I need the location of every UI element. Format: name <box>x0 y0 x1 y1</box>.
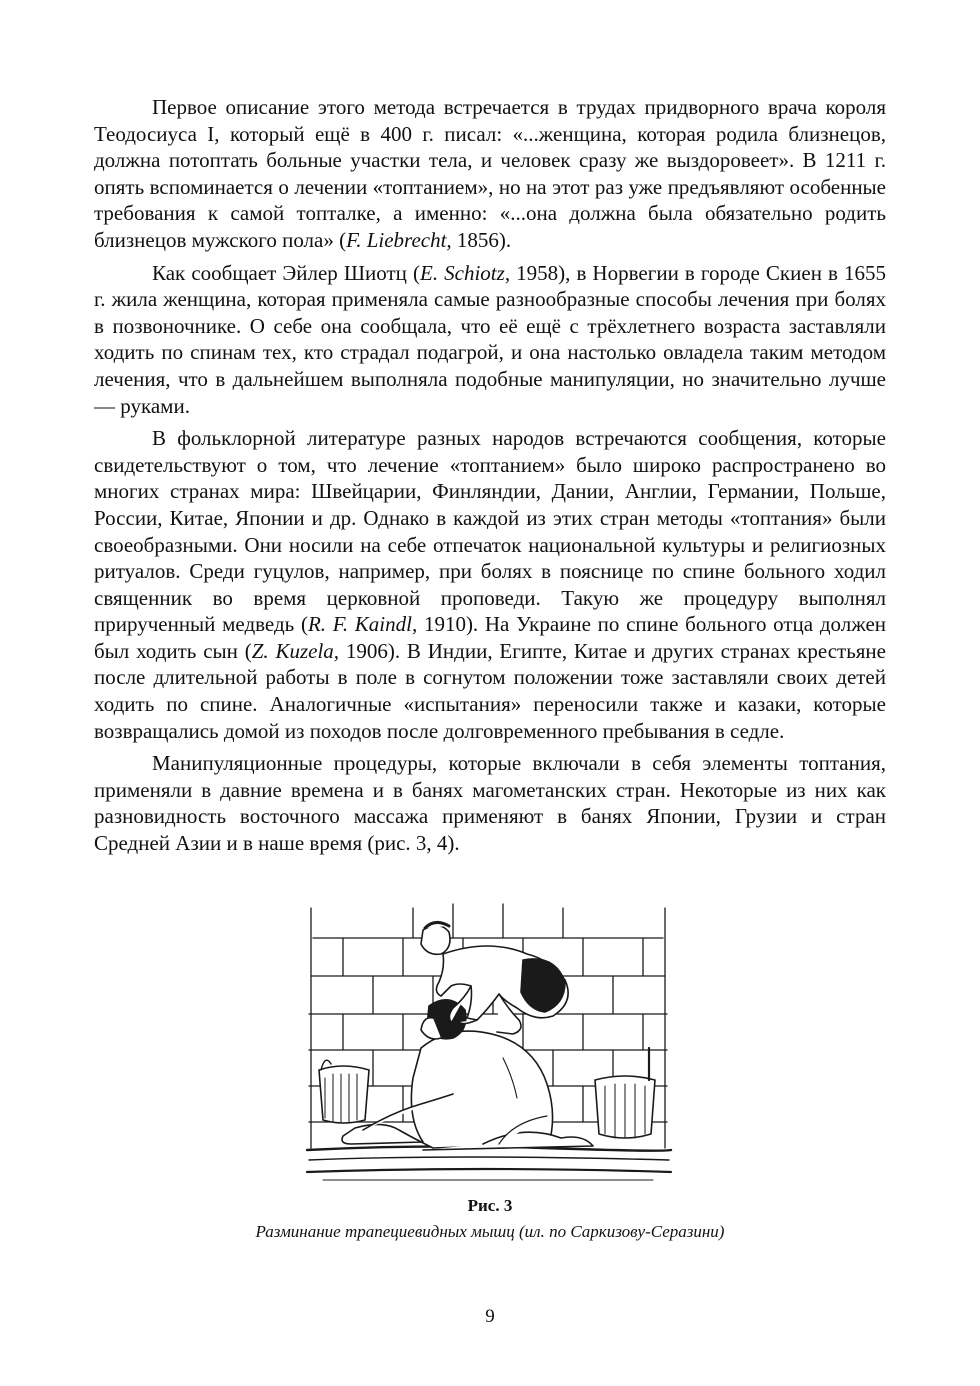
paragraph-text: 1856). <box>451 227 512 252</box>
paragraph-text: 1906). В Индии, Египте, Китае и других странах крестьяне после длительной работы в поле в согнутом положении тоже заставляли своих детей ходить по спине. Аналогичные «испытания» переносили также и казаки, которые возвращались домой из походов после долговременного пребывания в седле. <box>94 638 886 743</box>
paragraph-text: , 1958), в Норвегии в городе Скиен в 1655 г. жила женщина, которая применяла самые разнообразные способы лечения при болях в позвоночнике. О себе она сообщала, что её ещё с трёхлетнего возраста заставляли ходить по спинам тех, кто страдал подагрой, и она настолько овладела таким методом лечения, что в дальнейшем выполняла подобные манипуляции, но значительно лучше — руками. <box>94 260 886 418</box>
massage-illustration <box>303 898 675 1188</box>
paragraph-1 <box>94 94 886 254</box>
citation-author: E. Schiotz <box>420 260 505 285</box>
paragraph-text: В фольклорной литературе разных народов встречаются сообщения, которые свидетельствуют о том, что лечение «топтанием» было широко распространено во многих странах мира: Швейцарии, Финляндии, Дании, Англии, Германии, Польше, России, Китае, Японии и др. Однако в каждой из этих стран методы «топтания» были своеобразными. Они носили на себе отпечаток национальной культуры и религиозных ритуалов. Среди гуцулов, например, при болях в пояснице по спине больного ходил священник во время церковной проповеди. Такую же процедуру выполнял прирученный медведь ( <box>94 426 886 637</box>
citation-author: R. F. Kaindl, <box>307 612 418 637</box>
figure-illustration <box>303 898 675 1188</box>
paragraph-text: Первое описание этого метода встречается в трудах придворного врача короля Теодосиуса I, который ещё в 400 г. писал: «...женщина, которая родила близнецов, должна потоптать больные участки тела, и человек сразу же выздоровеет». В 1211 г. опять вспоминается о лечении «топтанием», но на этот раз уже предъявляют особенные требования к самой топталке, а именно: «...она должна была обязательно родить близнецов мужского пола» ( <box>94 95 886 252</box>
citation-author: F. Liebrecht, <box>346 227 452 252</box>
figure-title: Рис. 3 <box>467 1196 513 1215</box>
paragraph-text: Как сообщает Эйлер Шиотц ( <box>152 260 420 285</box>
citation-author: Z. Kuzela, <box>251 638 340 663</box>
floor-mat <box>307 1146 671 1180</box>
figure-caption: Разминание трапециевидных мышц (ил. по Саркизову-Серазини) <box>255 1222 725 1241</box>
paragraph-2 <box>94 260 886 420</box>
bucket-left <box>319 1060 369 1123</box>
body-text <box>94 94 886 857</box>
paragraph-4 <box>94 750 886 856</box>
page-number: 9 <box>485 1306 495 1327</box>
paragraph-text: 1910). На Украине по спине больного отца должен был ходить сын ( <box>94 612 886 663</box>
bucket-right <box>595 1048 655 1138</box>
paragraph-3 <box>94 425 886 744</box>
paragraph-text: Манипуляционные процедуры, которые включали в себя элементы топтания, применяли в давние времена и в банях магометанских стран. Некоторые из них как разновидность восточного массажа применяют в банях Японии, Грузии и стран Средней Азии и в наше время (рис. 3, 4). <box>94 751 886 856</box>
